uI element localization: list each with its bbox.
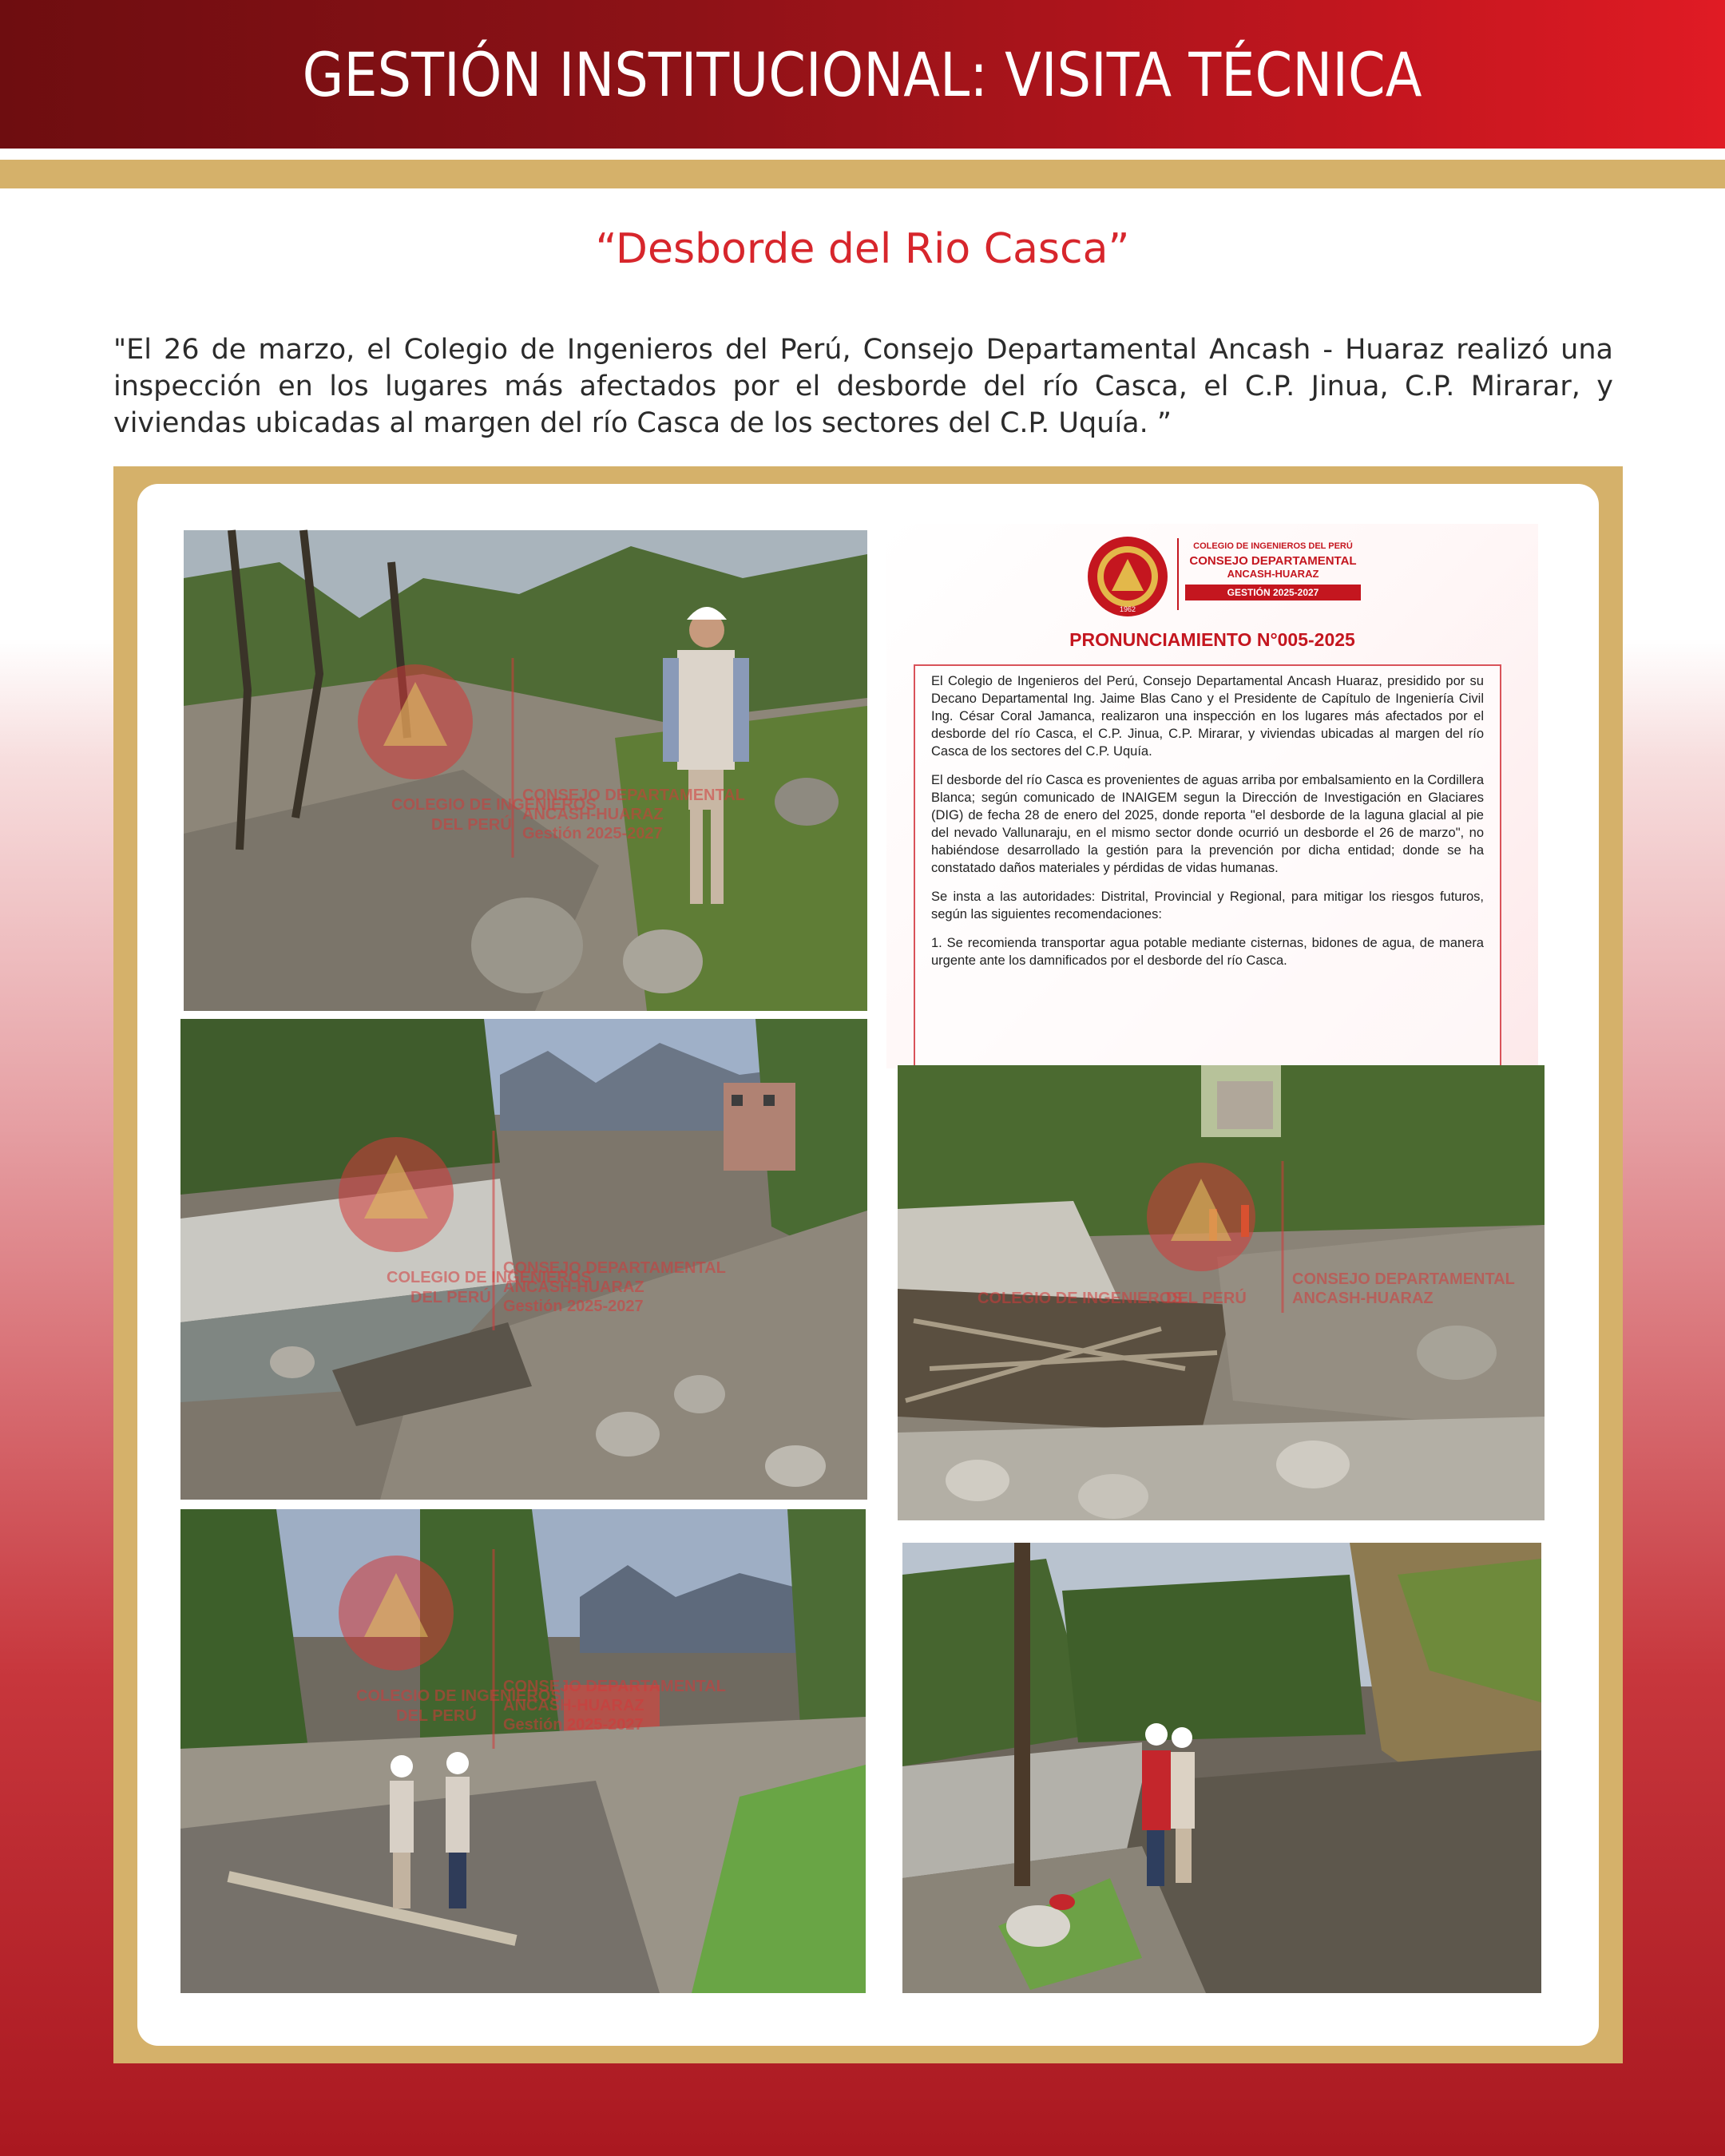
intro-paragraph: "El 26 de marzo, el Colegio de Ingenieros del Perú, Consejo Departamental Ancash - Huaraz realizó una inspección en los lugares más afectados por el desborde del río Casca, el C.P. Jinua, C.P. Mirarar, y viviendas ubicadas al margen del río Casca de los sectores del C.P. Uquía. ” [113, 334, 1613, 439]
document-body [914, 664, 1501, 1088]
svg-text:Gestión 2025-2027: Gestión 2025-2027 [503, 1716, 644, 1734]
institution-seal-logo [1086, 535, 1169, 618]
svg-text:COLEGIO DE INGENIEROS: COLEGIO DE INGENIEROS [391, 796, 597, 814]
svg-text:CONSEJO DEPARTAMENTAL: CONSEJO DEPARTAMENTAL [1292, 1270, 1515, 1288]
photo-debris-canal [180, 1019, 867, 1500]
pronouncement-document [886, 524, 1538, 1068]
logo-divider [1177, 538, 1179, 610]
svg-text:DEL PERÚ: DEL PERÚ [396, 1707, 477, 1725]
svg-text:DEL PERÚ: DEL PERÚ [431, 816, 512, 834]
photo-engineers-by-pole [902, 1543, 1541, 1993]
doc-paragraph-2: El desborde del río Casca es provenientes de aguas arriba por embalsamiento en la Cordillera Blanca; según comunicado de INAIGEM segun la Dirección de Investigación en Glaciares (DIG) de fecha 28 de enero del 2025, donde reporta "el desborde de la laguna glacial al pie del nevado Vallunaraju, en el mismo sector donde ocurrió un desborde el 26 de marzo", no habiéndose desarrollado la gestión para la prevención por dicha entidad; donde se ha constatado daños materiales y pérdidas de vidas humanas. [931, 773, 1484, 875]
document-title: PRONUNCIAMIENTO N°005-2025 [1069, 629, 1355, 650]
doc-organization: COLEGIO DE INGENIEROS DEL PERÚ CONSEJO DEPARTAMENTAL ANCASH-HUARAZ GESTIÓN 2025-2027 [1185, 541, 1361, 600]
photo-fallen-trees-boulders [898, 1065, 1545, 1520]
svg-text:Gestión 2025-2027: Gestión 2025-2027 [522, 825, 663, 842]
svg-text:CONSEJO DEPARTAMENTAL: CONSEJO DEPARTAMENTAL [522, 787, 745, 804]
svg-text:ANCASH-HUARAZ: ANCASH-HUARAZ [503, 1278, 644, 1296]
doc-paragraph-1: El Colegio de Ingenieros del Perú, Consejo Departamental Ancash Huaraz, presidido por su Decano Departamental Ing. Jaime Blas Cano y el Presidente de Capítulo de Ingeniería Civil Ing. César Coral Jamanca, realizaron una inspección en los lugares más afectados por el desborde del río Casca, el C.P. Jinua, C.P. Mirarar, y viviendas ubicadas al margen del río Casca de los sectores del C.P. Uquía. [931, 674, 1484, 759]
svg-text:Gestión 2025-2027: Gestión 2025-2027 [503, 1298, 644, 1315]
photo-engineers-inspecting [180, 1509, 866, 1993]
doc-paragraph-4: 1. Se recomienda transportar agua potable mediante cisternas, bidones de agua, de manera urgente ante los damnificados por el desborde del río Casca. [931, 936, 1484, 968]
page-header [0, 0, 1725, 149]
gestion-badge: GESTIÓN 2025-2027 [1185, 585, 1361, 600]
svg-text:DEL PERÚ: DEL PERÚ [410, 1289, 491, 1306]
gold-band [0, 160, 1725, 188]
svg-text:DEL PERÚ: DEL PERÚ [1166, 1290, 1247, 1307]
svg-text:1962: 1962 [1119, 605, 1136, 613]
svg-text:COLEGIO DE INGENIEROS: COLEGIO DE INGENIEROS [387, 1269, 592, 1286]
svg-text:CONSEJO DEPARTAMENTAL: CONSEJO DEPARTAMENTAL [503, 1259, 726, 1277]
page-title: GESTIÓN INSTITUCIONAL: VISITA TÉCNICA [303, 38, 1422, 110]
svg-text:ANCASH-HUARAZ: ANCASH-HUARAZ [1292, 1290, 1434, 1307]
svg-text:COLEGIO DE INGENIEROS: COLEGIO DE INGENIEROS [978, 1290, 1183, 1307]
photo-engineer-by-river [184, 530, 867, 1011]
svg-text:ANCASH-HUARAZ: ANCASH-HUARAZ [503, 1697, 644, 1714]
svg-text:ANCASH-HUARAZ: ANCASH-HUARAZ [522, 806, 664, 823]
doc-paragraph-3: Se insta a las autoridades: Distrital, Provincial y Regional, para mitigar los riesgos futuros, según las siguientes recomendaciones: [931, 890, 1484, 921]
svg-text:CONSEJO DEPARTAMENTAL: CONSEJO DEPARTAMENTAL [503, 1678, 726, 1695]
article-subtitle: “Desborde del Rio Casca” [595, 225, 1130, 273]
svg-text:COLEGIO DE INGENIEROS: COLEGIO DE INGENIEROS [356, 1687, 561, 1705]
